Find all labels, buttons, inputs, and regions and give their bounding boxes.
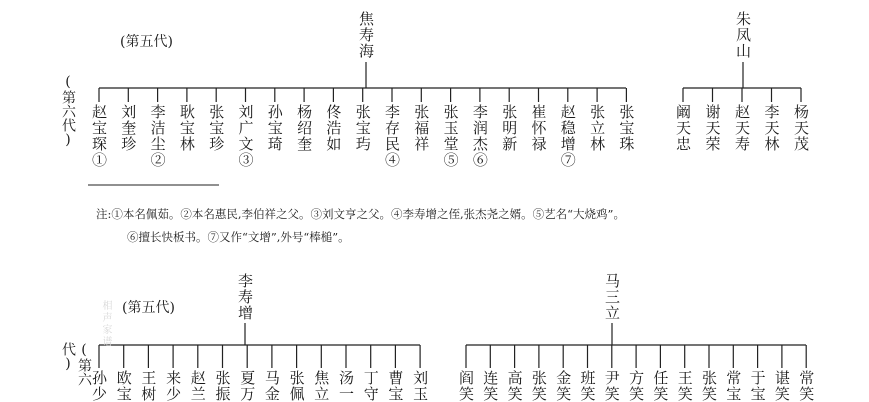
student-name: 张宝玙 <box>353 104 372 152</box>
student-name: 阚天忠 <box>674 104 692 152</box>
student-name: 杨天茂 <box>792 104 810 152</box>
student-name: 刘广文③ <box>236 104 255 168</box>
student-name: 张宝珠 <box>617 104 636 152</box>
student-name: 张笑 <box>529 370 548 402</box>
student-name: 汤一 <box>337 370 355 402</box>
student-name: 张振 <box>213 370 232 402</box>
student-name: 连笑 <box>481 370 500 402</box>
footnote-line: 注:①本名佩茹。②本名惠民,李伯祥之父。③刘文亨之父。④李寿增之侄,张杰尧之婿。⑤艺名“大烧鸡”。 <box>96 207 625 221</box>
student-name: 李洁尘② <box>148 104 167 168</box>
student-name: 焦立 <box>312 370 331 402</box>
footnote-line: ⑥擅长快板书。⑦又作“文增”,外号“棒槌”。 <box>127 230 350 244</box>
student-name: 马金 <box>262 370 281 402</box>
student-name: 常宝 <box>724 370 743 402</box>
student-name: 方笑 <box>627 370 646 402</box>
student-name: 欧宝 <box>114 370 133 402</box>
student-name: 孙宝琦 <box>265 104 284 152</box>
student-name: 尹笑 <box>602 370 621 402</box>
student-name: 李存民④ <box>383 104 401 168</box>
student-name: 曹宝 <box>386 370 405 402</box>
student-name: 赵宝琛① <box>90 104 108 168</box>
student-name: 于宝 <box>748 370 767 402</box>
student-name: 丁守 <box>361 370 380 402</box>
generation-label-5: (第五代) <box>122 300 175 316</box>
student-name: 刘奎珍 <box>119 104 138 152</box>
student-name: 崔怀禄 <box>529 104 548 152</box>
student-name: 张宝珍 <box>207 104 226 152</box>
student-name: 谢天荣 <box>703 104 722 152</box>
student-name: 张玉堂⑤ <box>441 104 460 168</box>
student-name: 赵稳增⑦ <box>558 104 577 168</box>
student-name: 常笑 <box>797 370 816 402</box>
student-name: 赵兰 <box>188 370 207 402</box>
generation-label-5: (第五代) <box>120 34 173 50</box>
student-name: 佟浩如 <box>324 104 343 152</box>
student-name: 谌笑 <box>772 370 791 402</box>
student-name: 金笑 <box>554 370 573 402</box>
student-name: 班笑 <box>578 370 597 402</box>
master-name: 焦寿海 <box>357 11 375 59</box>
student-name: 杨绍奎 <box>295 104 314 152</box>
student-name: 阎笑 <box>457 370 475 402</box>
student-name: 张立林 <box>588 104 607 152</box>
student-name: 张福祥 <box>412 104 431 152</box>
student-name: 李润杰⑥ <box>470 104 489 168</box>
generation-label-6: (第六代) <box>60 74 76 148</box>
master-name: 马三立 <box>603 273 621 321</box>
student-name: 任笑 <box>651 370 670 402</box>
student-name: 张佩 <box>287 370 306 402</box>
student-name: 刘玉 <box>411 370 430 402</box>
student-name: 高笑 <box>505 370 524 402</box>
master-name: 朱凤山 <box>734 11 752 59</box>
student-name: 张笑 <box>700 370 718 402</box>
student-name: 王树 <box>139 370 158 402</box>
watermark: 相声家谱 <box>100 300 111 348</box>
student-name: 夏万 <box>238 370 257 402</box>
generation-label-6: (第六代) <box>60 342 92 386</box>
master-name: 李寿增 <box>236 273 254 321</box>
student-name: 王笑 <box>675 370 694 402</box>
student-name: 赵天寿 <box>733 104 751 152</box>
student-name: 来少 <box>164 370 183 402</box>
student-name: 孙少 <box>90 370 108 402</box>
student-name: 张明新 <box>500 104 519 152</box>
student-name: 耿宝林 <box>177 104 196 152</box>
student-name: 李天林 <box>762 104 781 152</box>
